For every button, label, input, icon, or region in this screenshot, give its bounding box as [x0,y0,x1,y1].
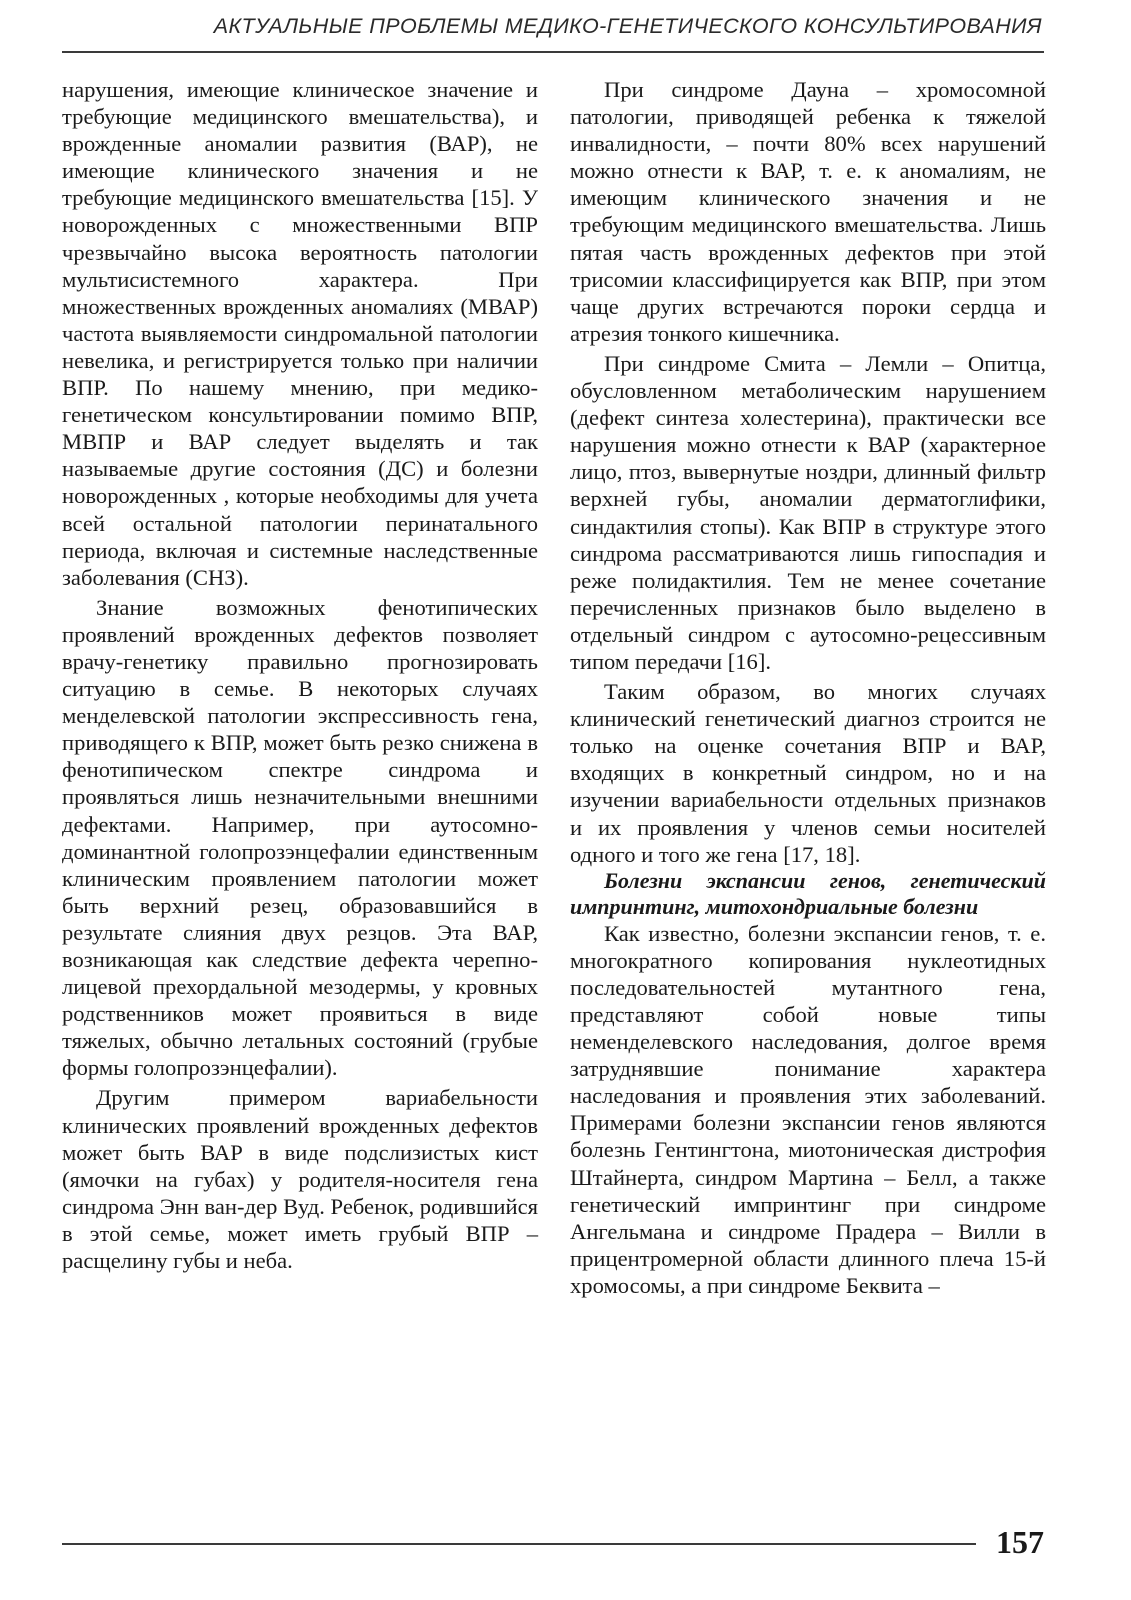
section-heading: Болезни экспансии генов, генетический импринтинг, митохондриальные болезни [570,867,1046,919]
page-number: 157 [996,1524,1044,1560]
running-header: АКТУАЛЬНЫЕ ПРОБЛЕМЫ МЕДИКО-ГЕНЕТИЧЕСКОГО КОНСУЛЬТИРОВАНИЯ [213,14,1042,38]
right-paragraph-2: При синдроме Смита – Лемли – Опитца, обусловленном метаболическим нарушением (дефект синтеза холестерина), практически все нарушения можно отнести к ВАР (характерное лицо, птоз, вывернутые ноздри, длинный фильтр верхней губы, аномалии дерматоглифики, синдактилия стопы). Как ВПР в структуре этого синдрома рассматриваются лишь гипоспадия и реже полидактилия. Тем не менее сочетание перечисленных признаков было выделено в отдельный синдром с аутосомно-рецессивным типом передачи [16]. [570,350,1046,674]
right-paragraph-4: Как известно, болезни экспансии генов, т. е. многократного копирования нуклеотидных последовательностей мутантного гена, представляют собой новые типы неменделевского наследования, долгое время затруднявшие понимание характера наследования и проявления этих заболеваний. Примерами болезни экспансии генов являются болезнь Гентингтона, миотоническая дистрофия Штайнерта, синдром Мартина – Белл, а также генетический импринтинг при синдроме Ангельмана и синдроме Прадера – Вилли в прицентромерной области длинного плеча 15-й хромосомы, а при синдроме Беквита – [570,920,1046,1298]
right-paragraph-3: Таким образом, во многих случаях клинический генетический диагноз строится не только на оценке сочетания ВПР и ВАР, входящих в конкретный синдром, но и на изучении вариабельности отдельных признаков и их проявления у членов семьи носителей одного и того же гена [17, 18]. [570,679,1046,867]
left-column [62,76,538,1274]
footer-rule [62,1543,976,1545]
right-column [570,76,1046,1299]
right-paragraph-1: При синдроме Дауна – хромосомной патологии, приводящей ребенка к тяжелой инвалидности, – почти 80% всех нарушений можно отнести к ВАР, т. е. к аномалиям, не имеющим клинического значения и не требующим медицинского вмешательства. Лишь пятая часть врожденных дефектов при этой трисомии классифицируется как ВПР, при этом чаще других встречаются пороки сердца и атрезия тонкого кишечника. [570,77,1046,346]
left-paragraph-2: Знание возможных фенотипических проявлений врожденных дефектов позволяет врачу-генетику правильно прогнозировать ситуацию в семье. В некоторых случаях менделевской патологии экспрессивность гена, приводящего к ВПР, может быть резко снижена в фенотипическом спектре синдрома и проявляться лишь незначительными внешними дефектами. Например, при аутосомно-доминантной голопрозэнцефалии единственным клиническим проявлением патологии может быть верхний резец, образовавшийся в результате слияния двух резцов. Эта ВАР, возникающая как следствие дефекта черепно-лицевой прехордальной мезодермы, у кровных родственников может проявиться в виде тяжелых, обычно летальных состояний (грубые формы голопрозэнцефалии). [62,594,538,1081]
left-paragraph-3: Другим примером вариабельности клинических проявлений врожденных дефектов может быть ВАР в виде подслизистых кист (ямочки на губах) у родителя-носителя гена синдрома Энн ван-дер Вуд. Ребенок, родившийся в этой семье, может иметь грубый ВПР – расщелину губы и неба. [62,1085,538,1274]
header-rule [62,51,1044,53]
left-paragraph-1: нарушения, имеющие клиническое значение и требующие медицинского вмешательства), и врожденные аномалии развития (ВАР), не имеющие клинического значения и не требующие медицинского вмешательства [15]. У новорожденных с множественными ВПР чрезвычайно высока вероятность патологии мультисистемного характера. При множественных врожденных аномалиях (МВАР) частота выявляемости синдромальной патологии невелика, и регистрируется только при наличии ВПР. По нашему мнению, при медико-генетическом консультировании помимо ВПР, МВПР и ВАР следует выделять и так называемые другие состояния (ДС) и болезни новорожденных , которые необходимы для учета всей остальной патологии перинатального периода, включая и системные наследственные заболевания (СНЗ). [62,77,538,590]
